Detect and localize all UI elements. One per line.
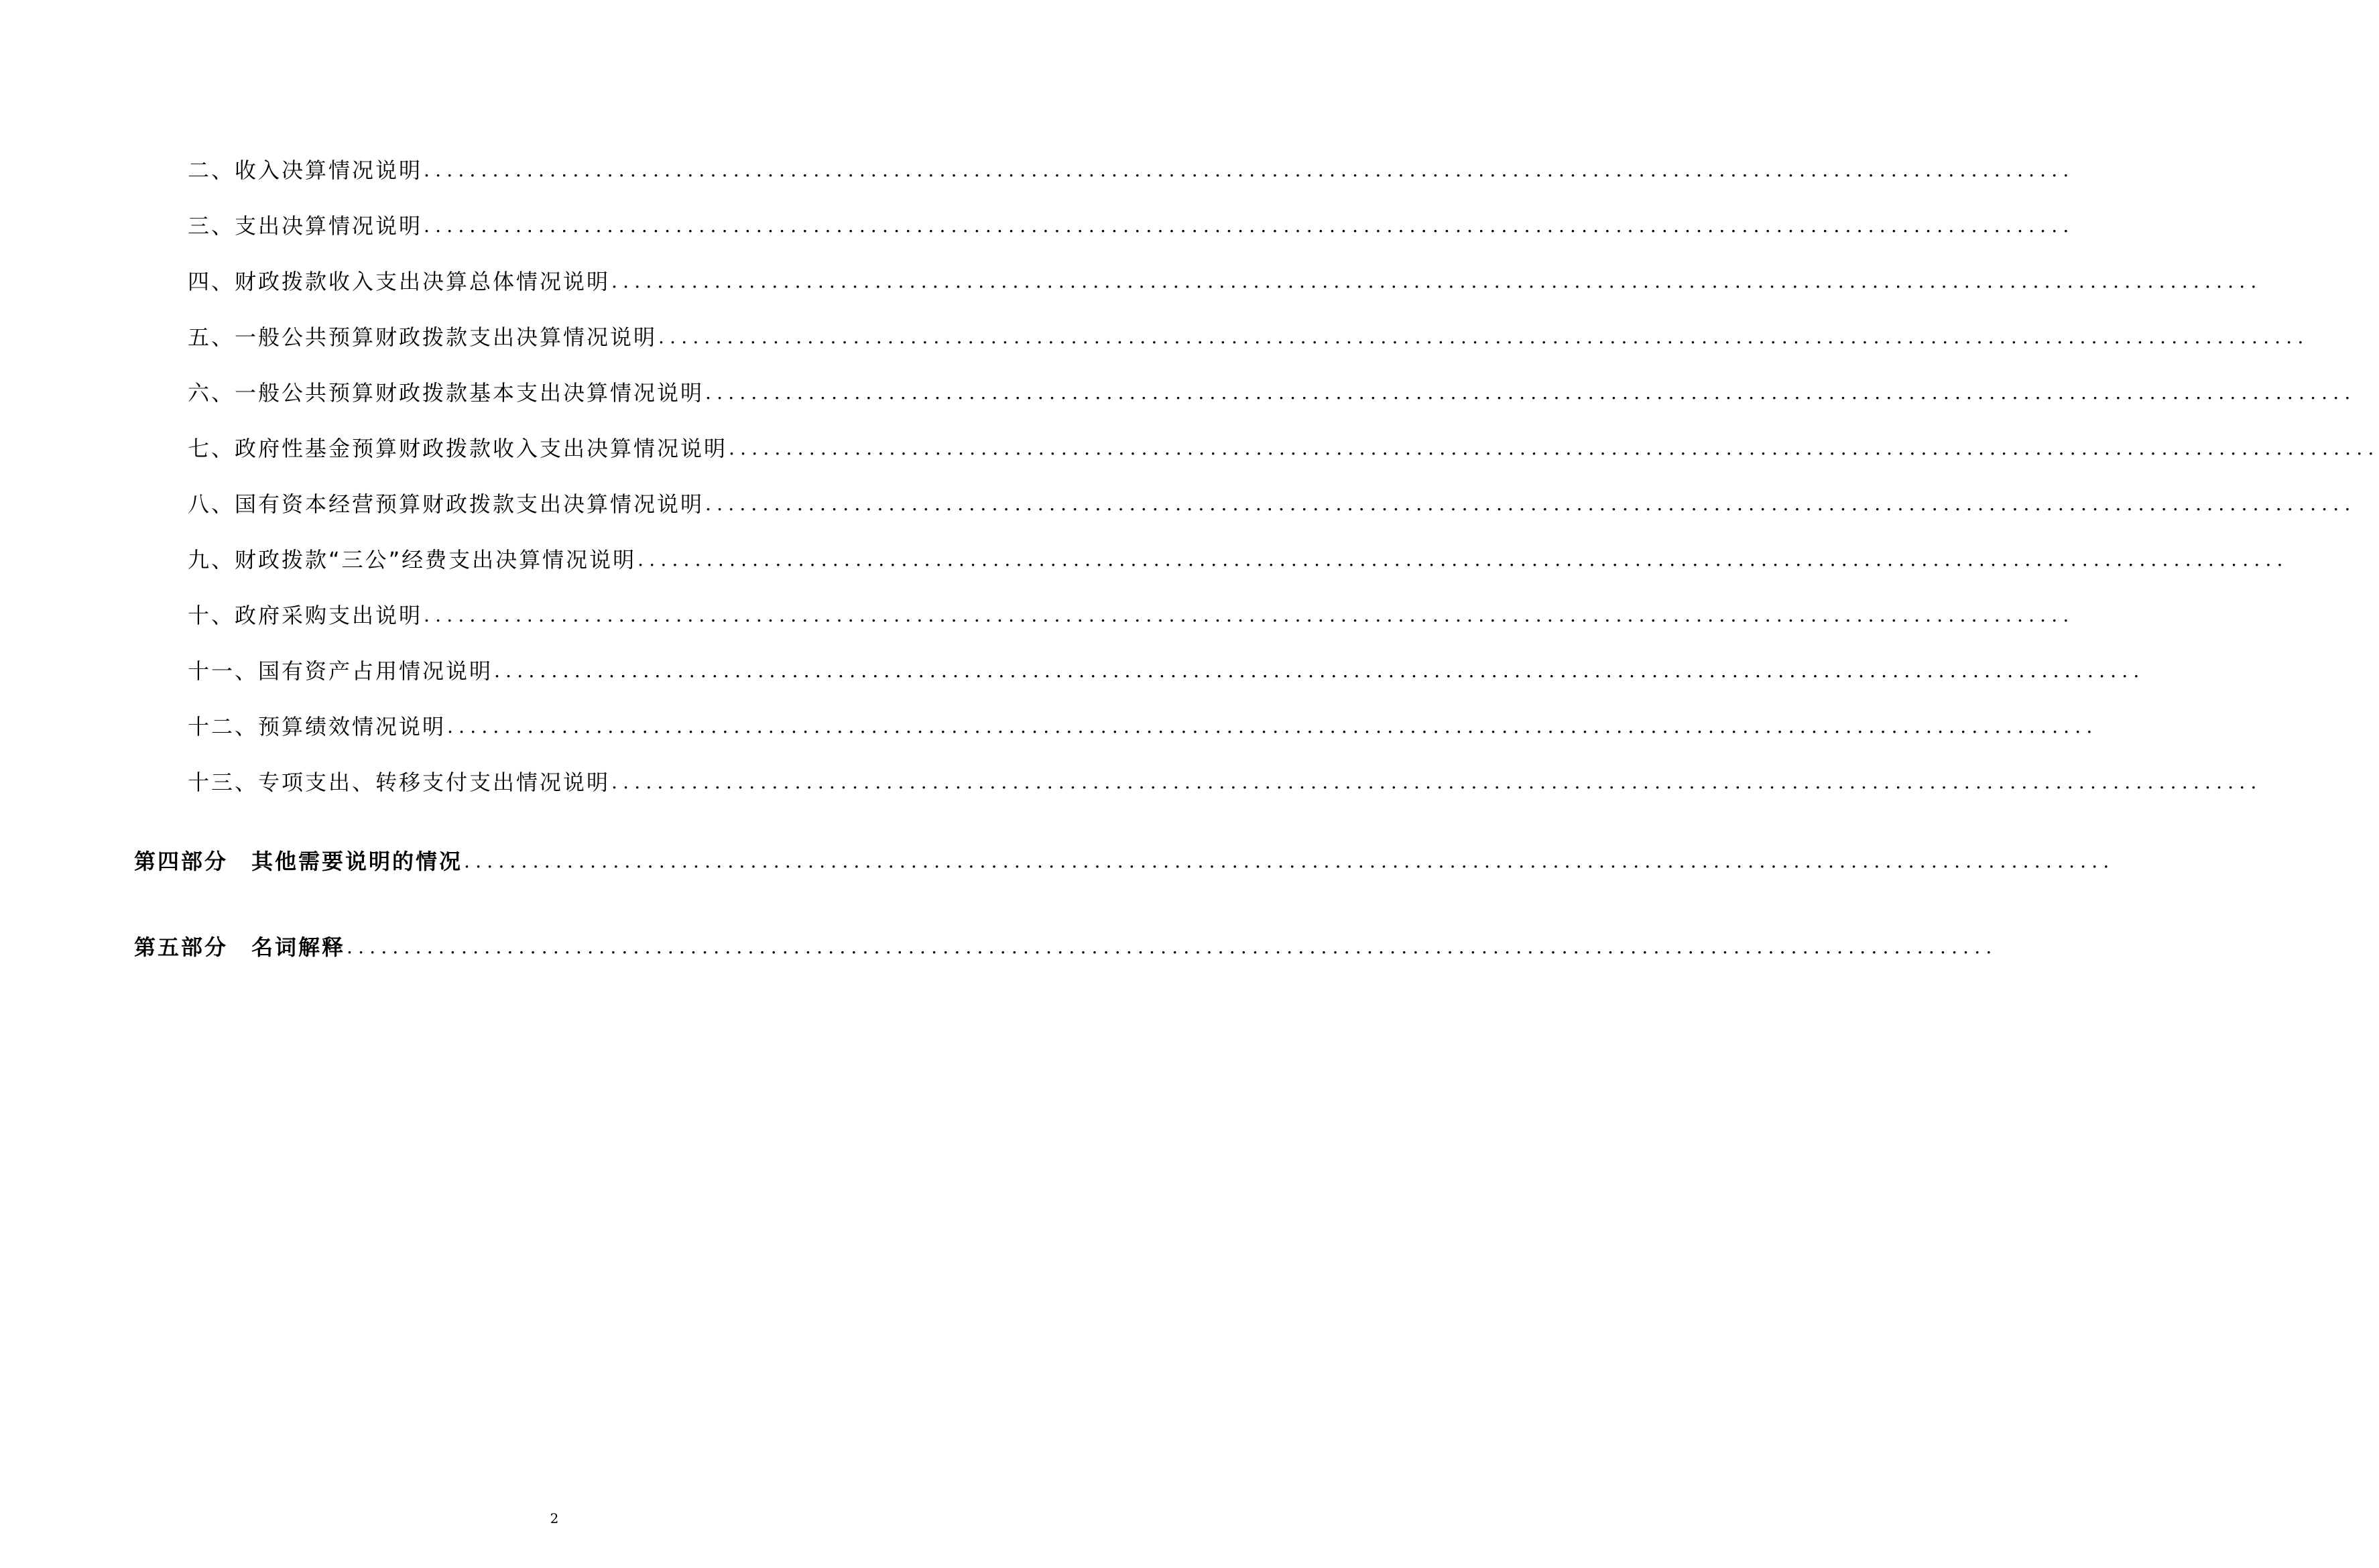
toc-dot-leader: ................................................................................................................................................ [447, 715, 2098, 737]
toc-entry-government-procurement[interactable] [188, 601, 2075, 630]
toc-dot-leader: ................................................................................................................................................ [705, 381, 2356, 404]
toc-entry-label: 十、政府采购支出说明 [188, 603, 423, 628]
toc-entry-label: 二、收入决算情况说明 [188, 158, 423, 183]
toc-entry-label: 第四部分 其他需要说明的情况 [134, 849, 463, 874]
toc-entry-government-fund-budget[interactable] [188, 434, 2379, 463]
toc-entry-general-public-budget-expenditure[interactable] [188, 322, 2309, 352]
toc-entry-label: 八、国有资本经营预算财政拨款支出决算情况说明 [188, 491, 705, 517]
toc-entry-label: 四、财政拨款收入支出决算总体情况说明 [188, 269, 611, 294]
toc-dot-leader: ................................................................................................................................................ [705, 493, 2356, 515]
toc-entry-three-public-expenses[interactable] [188, 545, 2289, 575]
toc-part-five-glossary[interactable] [134, 932, 1998, 962]
toc-entry-label: 五、一般公共预算财政拨款支出决算情况说明 [188, 324, 658, 350]
toc-dot-leader: ................................................................................................................................................ [464, 850, 2115, 872]
toc-dot-leader: ................................................................................................................................................ [658, 326, 2309, 348]
toc-part-four-other-matters[interactable] [134, 847, 2115, 876]
toc-dot-leader: ................................................................................................................................................ [494, 660, 2145, 682]
toc-entry-label: 七、政府性基金预算财政拨款收入支出决算情况说明 [188, 436, 728, 461]
toc-entry-income-final-accounts[interactable] [188, 156, 2075, 185]
toc-dot-leader: ................................................................................................................................................ [347, 936, 1998, 958]
toc-dot-leader: ................................................................................................................................................ [611, 270, 2262, 292]
toc-entry-fiscal-appropriation-overall[interactable] [188, 267, 2262, 296]
toc-entry-label: 第五部分 名词解释 [134, 934, 346, 960]
toc-entry-budget-performance[interactable] [188, 712, 2098, 741]
toc-dot-leader: ................................................................................................................................................ [424, 215, 2075, 237]
toc-dot-leader: ................................................................................................................................................ [611, 771, 2262, 793]
toc-entry-general-public-budget-basic-expenditure[interactable] [188, 378, 2356, 408]
toc-dot-leader: ................................................................................................................................................ [424, 159, 2075, 181]
toc-entry-state-capital-operation-budget[interactable] [188, 489, 2356, 519]
toc-entry-label: 十二、预算绩效情况说明 [188, 714, 446, 739]
toc-entry-expenditure-final-accounts[interactable] [188, 211, 2075, 241]
toc-entry-label: 三、支出决算情况说明 [188, 213, 423, 239]
toc-entry-label: 九、财政拨款“三公”经费支出决算情况说明 [188, 547, 637, 572]
toc-dot-leader: ................................................................................................................................................ [424, 604, 2075, 626]
toc-entry-label: 十一、国有资产占用情况说明 [188, 658, 493, 684]
page-number: 2 [550, 1510, 559, 1526]
toc-entry-label: 十三、专项支出、转移支付支出情况说明 [188, 770, 611, 795]
toc-entry-label: 六、一般公共预算财政拨款基本支出决算情况说明 [188, 380, 705, 406]
toc-dot-leader: ................................................................................................................................................ [637, 548, 2289, 570]
toc-entry-special-and-transfer-payments[interactable] [188, 768, 2262, 797]
toc-dot-leader: ................................................................................................................................................ [729, 437, 2379, 459]
toc-entry-state-assets-occupation[interactable] [188, 656, 2145, 686]
